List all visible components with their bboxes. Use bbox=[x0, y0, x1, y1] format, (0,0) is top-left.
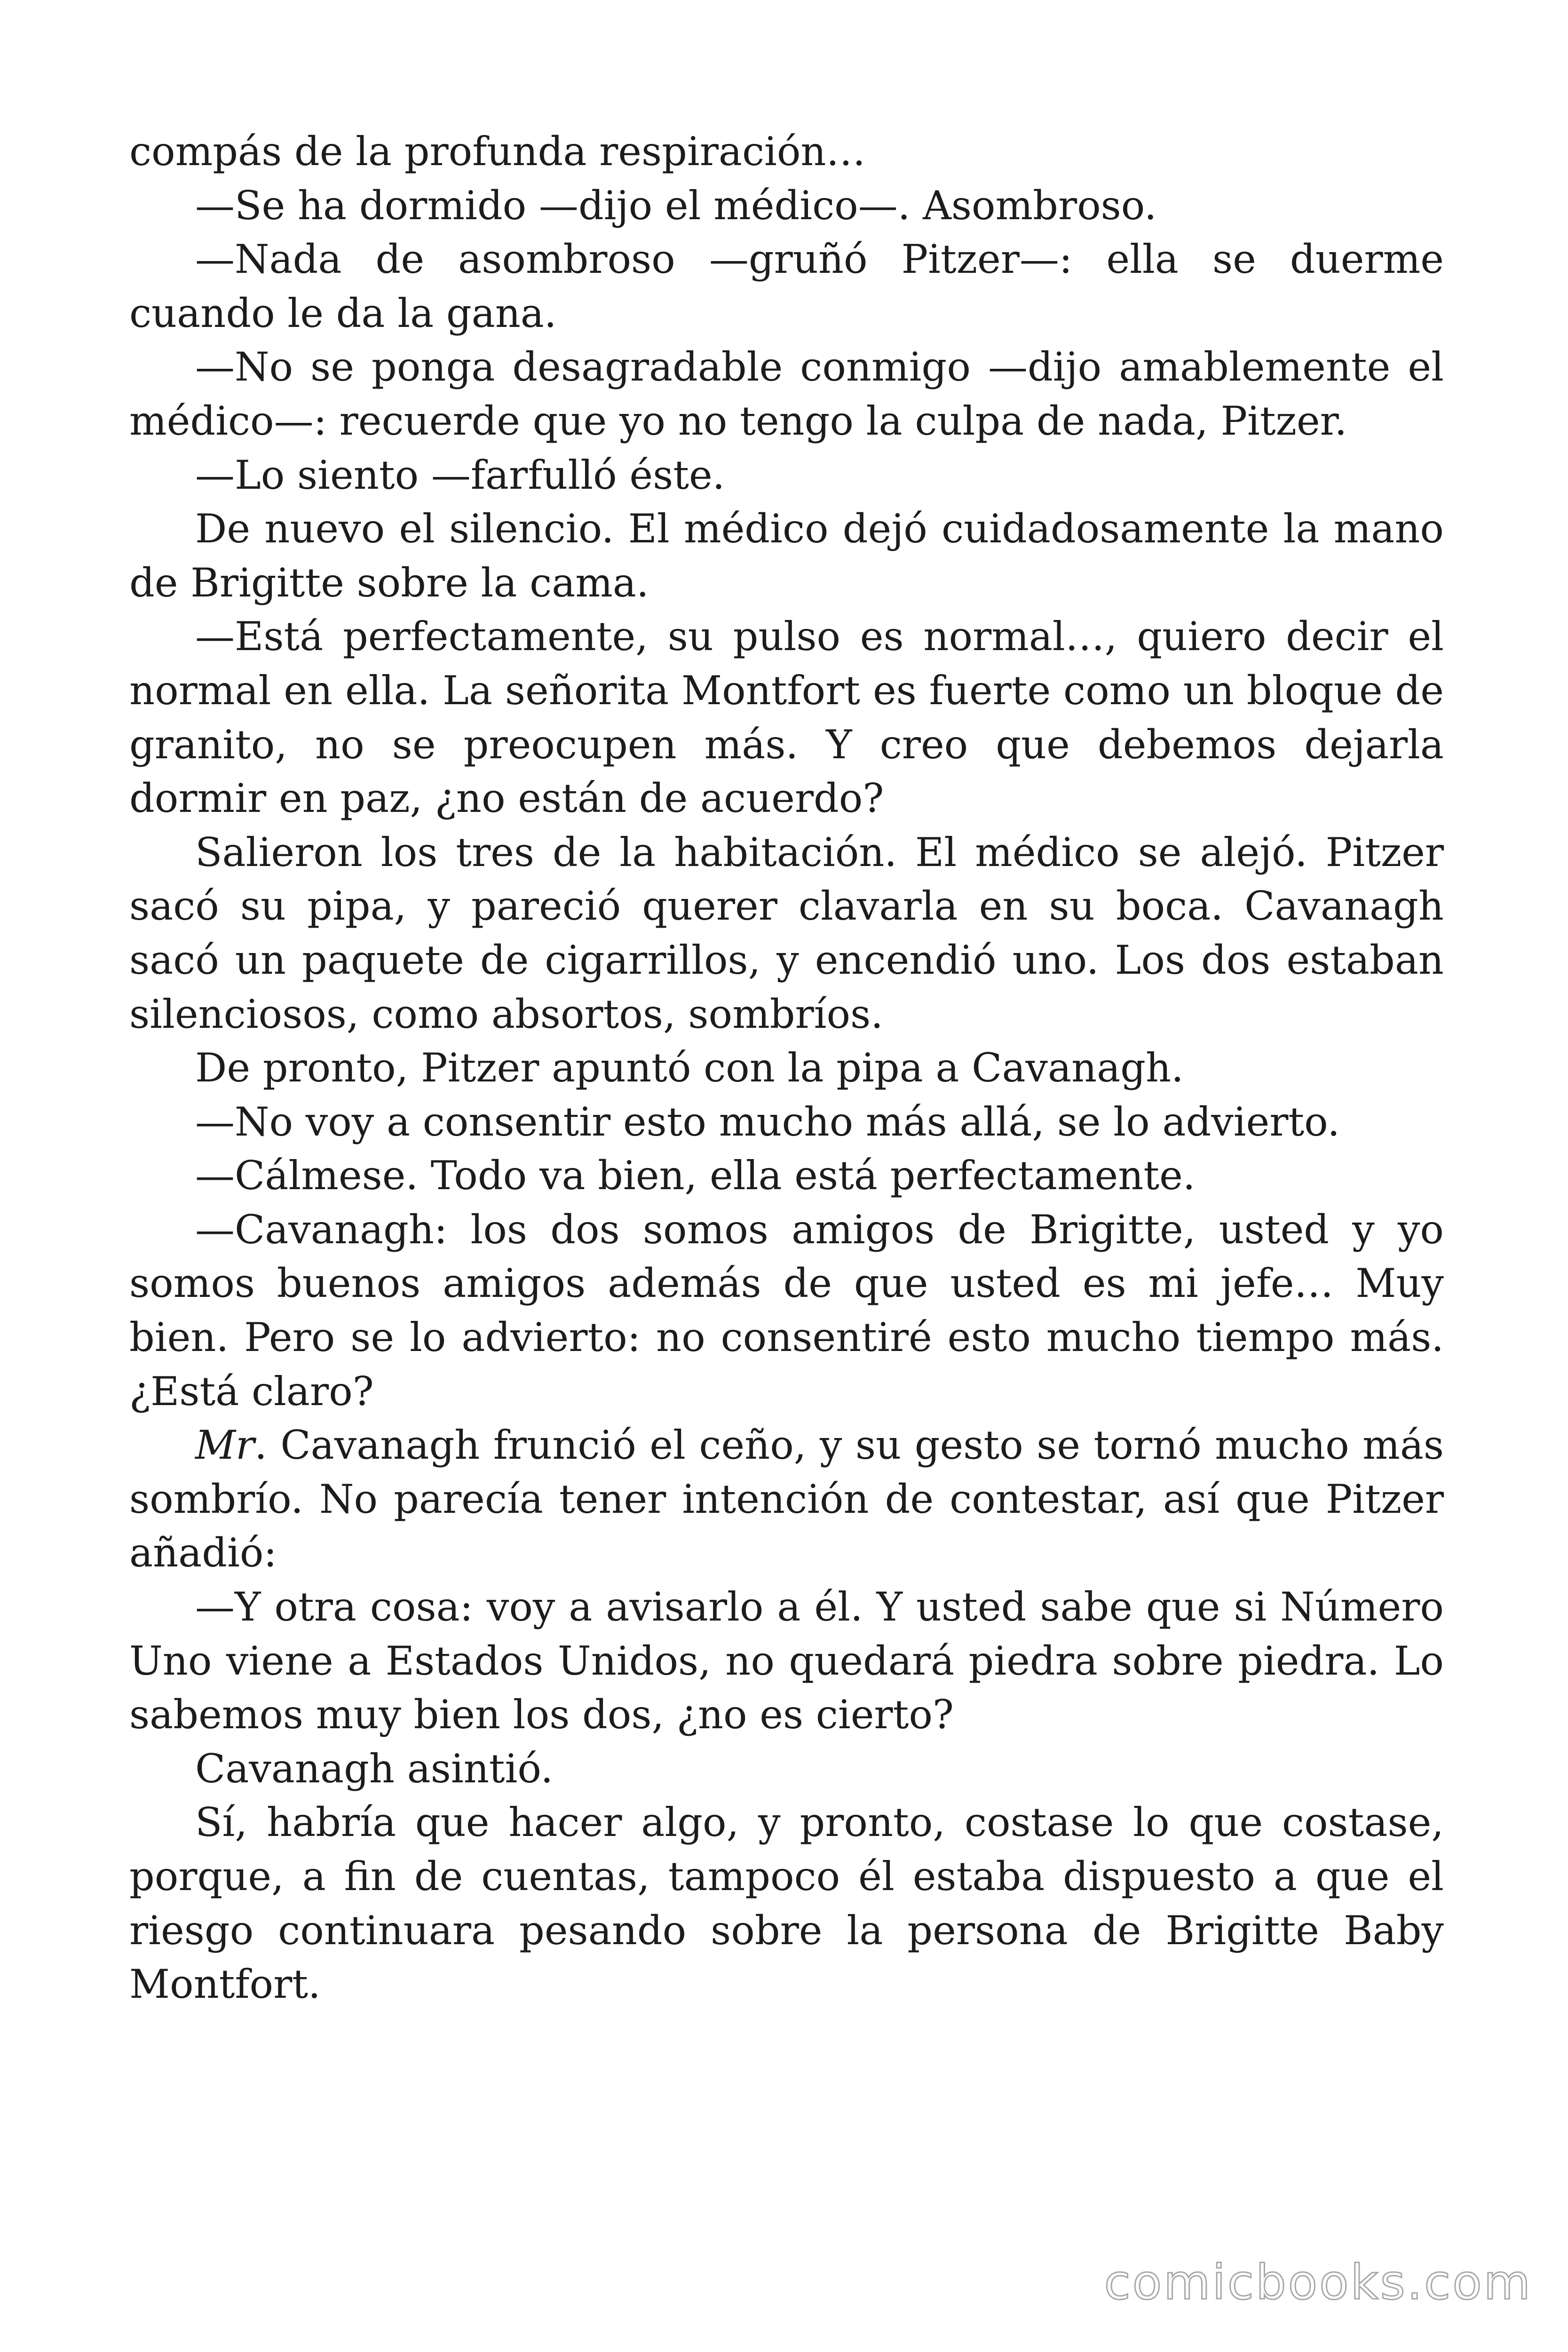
paragraph-dialogue: —Lo siento —farfulló éste. bbox=[195, 452, 725, 498]
paragraph-continuation: compás de la profunda respiración… bbox=[129, 128, 866, 175]
paragraph-narration: Sí, habría que hacer algo, y pronto, costase lo que costase, porque, a fin de cuentas, tampoco él estaba dispuesto a que el riesgo continuara pesando sobre la persona de Brigitte Baby Montfort. bbox=[129, 1799, 1444, 2008]
paragraph-dialogue: —Cálmese. Todo va bien, ella está perfectamente. bbox=[195, 1152, 1196, 1199]
paragraph-dialogue: —Y otra cosa: voy a avisarlo a él. Y usted sabe que si Número Uno viene a Estados Unidos, no quedará piedra sobre piedra. Lo sabemos muy bien los dos, ¿no es cierto? bbox=[129, 1584, 1444, 1738]
paragraph-narration bbox=[129, 1418, 1444, 1580]
italic-honorific: Mr bbox=[195, 1422, 255, 1469]
paragraph-dialogue: —No voy a consentir esto mucho más allá, se lo advierto. bbox=[195, 1098, 1340, 1145]
paragraph-narration-text: . Cavanagh frunció el ceño, y su gesto se tornó mucho más sombrío. No parecía tener intención de contestar, así que Pitzer añadió: bbox=[129, 1422, 1444, 1576]
paragraph-narration: De pronto, Pitzer apuntó con la pipa a Cavanagh. bbox=[195, 1045, 1184, 1091]
page-text bbox=[129, 125, 1444, 2011]
paragraph-dialogue: —Está perfectamente, su pulso es normal…, quiero decir el normal en ella. La señorita Montfort es fuerte como un bloque de granito, no se preocupen más. Y creo que debemos dejarla dormir en paz, ¿no están de acuerdo? bbox=[129, 613, 1444, 822]
paragraph-dialogue: —Cavanagh: los dos somos amigos de Brigitte, usted y yo somos buenos amigos además de que usted es mi jefe… Muy bien. Pero se lo advierto: no consentiré esto mucho tiempo más. ¿Está claro? bbox=[129, 1206, 1444, 1414]
paragraph-dialogue: —No se ponga desagradable conmigo —dijo amablemente el médico—: recuerde que yo no tengo la culpa de nada, Pitzer. bbox=[129, 344, 1444, 444]
watermark-logo: comicbooks.com bbox=[1104, 2255, 1532, 2311]
paragraph-dialogue: —Nada de asombroso —gruñó Pitzer—: ella se duerme cuando le da la gana. bbox=[129, 236, 1444, 336]
paragraph-narration: Cavanagh asintió. bbox=[195, 1745, 554, 1792]
paragraph-dialogue: —Se ha dormido —dijo el médico—. Asombroso. bbox=[195, 182, 1157, 229]
paragraph-narration: Salieron los tres de la habitación. El médico se alejó. Pitzer sacó su pipa, y pareció querer clavarla en su boca. Cavanagh sacó un paquete de cigarrillos, y encendió uno. Los dos estaban silenciosos, como absortos, sombríos. bbox=[129, 829, 1444, 1037]
paragraph-narration: De nuevo el silencio. El médico dejó cuidadosamente la mano de Brigitte sobre la cama. bbox=[129, 506, 1444, 606]
